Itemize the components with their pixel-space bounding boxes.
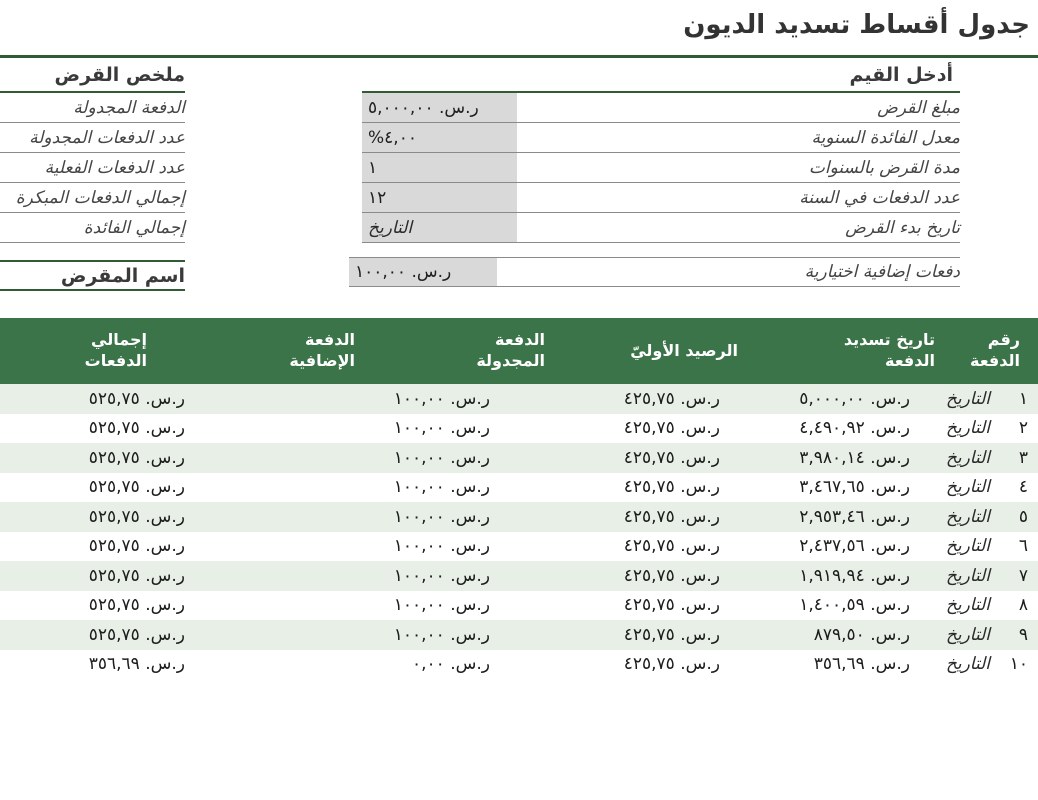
- schedule-row: [0, 502, 1038, 532]
- cell-payment-date: التاريخ: [945, 595, 990, 616]
- input-label: عدد الدفعات في السنة: [799, 187, 960, 208]
- schedule-row: [0, 620, 1038, 650]
- cell-beginning-balance: ر.س. ٣,٩٨٠,١٤: [799, 447, 910, 468]
- column-header-scheduled-payment: الدفعة المجدولة: [476, 330, 545, 370]
- input-row: [362, 123, 960, 153]
- inputs-section-header: أدخل القيم: [849, 64, 953, 86]
- cell-scheduled-payment: ر.س. ٤٢٥,٧٥: [623, 477, 720, 498]
- input-row: [362, 93, 960, 123]
- cell-extra-payment: ر.س. ١٠٠,٠٠: [393, 506, 490, 527]
- cell-payment-number: ٤: [1018, 477, 1028, 498]
- cell-payment-date: التاريخ: [945, 565, 990, 586]
- lender-name-header: اسم المقرض: [60, 264, 185, 287]
- cell-beginning-balance: ر.س. ٢,٤٣٧,٥٦: [799, 536, 910, 557]
- cell-payment-number: ١: [1018, 388, 1028, 409]
- schedule-row: [0, 591, 1038, 621]
- input-value: التاريخ: [368, 217, 413, 238]
- cell-scheduled-payment: ر.س. ٤٢٥,٧٥: [623, 418, 720, 439]
- input-value-cell[interactable]: [362, 213, 517, 242]
- cell-total-payments: ر.س. ٥٢٥,٧٥: [88, 418, 185, 439]
- cell-beginning-balance: ر.س. ٣٥٦,٦٩: [813, 654, 910, 675]
- cell-payment-number: ٣: [1018, 447, 1028, 468]
- schedule-row: [0, 532, 1038, 562]
- cell-beginning-balance: ر.س. ٨٧٩,٥٠: [813, 624, 910, 645]
- cell-scheduled-payment: ر.س. ٤٢٥,٧٥: [623, 654, 720, 675]
- cell-total-payments: ر.س. ٣٥٦,٦٩: [88, 654, 185, 675]
- input-label: تاريخ بدء القرض: [845, 217, 960, 238]
- input-value-cell[interactable]: [362, 183, 517, 212]
- column-header-payment-date: تاريخ تسديد الدفعة: [843, 330, 935, 370]
- cell-payment-date: التاريخ: [945, 447, 990, 468]
- schedule-row: [0, 384, 1038, 414]
- cell-scheduled-payment: ر.س. ٤٢٥,٧٥: [623, 536, 720, 557]
- cell-payment-date: التاريخ: [945, 536, 990, 557]
- inputs-rows: [362, 93, 960, 243]
- cell-total-payments: ر.س. ٥٢٥,٧٥: [88, 565, 185, 586]
- cell-extra-payment: ر.س. ١٠٠,٠٠: [393, 595, 490, 616]
- cell-payment-date: التاريخ: [945, 418, 990, 439]
- cell-payment-date: التاريخ: [945, 654, 990, 675]
- summary-row: [0, 213, 185, 243]
- cell-payment-number: ٨: [1018, 595, 1028, 616]
- summary-label: عدد الدفعات المجدولة: [29, 127, 185, 148]
- cell-beginning-balance: ر.س. ١,٩١٩,٩٤: [799, 565, 910, 586]
- input-label: معدل الفائدة السنوية: [811, 127, 960, 148]
- cell-payment-date: التاريخ: [945, 624, 990, 645]
- cell-total-payments: ر.س. ٥٢٥,٧٥: [88, 595, 185, 616]
- cell-total-payments: ر.س. ٥٢٥,٧٥: [88, 388, 185, 409]
- optional-payments-label: دفعات إضافية اختيارية: [804, 262, 960, 282]
- input-value-cell[interactable]: [362, 123, 517, 152]
- input-label: مدة القرض بالسنوات: [808, 157, 960, 178]
- input-value-cell[interactable]: [362, 93, 517, 122]
- input-row: [362, 213, 960, 243]
- title-divider: [0, 55, 1038, 58]
- input-value-cell[interactable]: [362, 153, 517, 182]
- optional-payments-input-cell[interactable]: [349, 258, 497, 286]
- summary-label: عدد الدفعات الفعلية: [44, 157, 185, 178]
- cell-payment-number: ١٠: [1009, 654, 1028, 675]
- cell-scheduled-payment: ر.س. ٤٢٥,٧٥: [623, 595, 720, 616]
- summary-label: إجمالي الدفعات المبكرة: [15, 187, 185, 208]
- cell-beginning-balance: ر.س. ٥,٠٠٠,٠٠: [799, 388, 910, 409]
- cell-scheduled-payment: ر.س. ٤٢٥,٧٥: [623, 565, 720, 586]
- cell-scheduled-payment: ر.س. ٤٢٥,٧٥: [623, 506, 720, 527]
- column-header-beginning-balance: الرصيد الأوليّ: [630, 340, 738, 360]
- input-row: [362, 153, 960, 183]
- cell-extra-payment: ر.س. ١٠٠,٠٠: [393, 624, 490, 645]
- input-value: ٤,٠٠%: [368, 127, 417, 148]
- schedule-table-body: [0, 384, 1038, 679]
- cell-extra-payment: ر.س. ١٠٠,٠٠: [393, 388, 490, 409]
- cell-total-payments: ر.س. ٥٢٥,٧٥: [88, 624, 185, 645]
- cell-total-payments: ر.س. ٥٢٥,٧٥: [88, 477, 185, 498]
- input-value: ر.س. ٥,٠٠٠,٠٠: [368, 97, 479, 118]
- cell-extra-payment: ر.س. ١٠٠,٠٠: [393, 477, 490, 498]
- schedule-row: [0, 414, 1038, 444]
- cell-payment-number: ٢: [1018, 418, 1028, 439]
- input-row: [362, 183, 960, 213]
- cell-payment-number: ٩: [1018, 624, 1028, 645]
- cell-extra-payment: ر.س. ٠,٠٠: [412, 654, 490, 675]
- cell-beginning-balance: ر.س. ٤,٤٩٠,٩٢: [799, 418, 910, 439]
- cell-total-payments: ر.س. ٥٢٥,٧٥: [88, 536, 185, 557]
- cell-beginning-balance: ر.س. ١,٤٠٠,٥٩: [799, 595, 910, 616]
- cell-payment-number: ٥: [1018, 506, 1028, 527]
- cell-payment-number: ٦: [1018, 536, 1028, 557]
- lender-name-box: [0, 260, 185, 291]
- summary-label: الدفعة المجدولة: [73, 97, 185, 118]
- cell-extra-payment: ر.س. ١٠٠,٠٠: [393, 565, 490, 586]
- cell-beginning-balance: ر.س. ٣,٤٦٧,٦٥: [799, 477, 910, 498]
- summary-row: [0, 93, 185, 123]
- summary-label: إجمالي الفائدة: [83, 217, 185, 238]
- schedule-row: [0, 561, 1038, 591]
- cell-scheduled-payment: ر.س. ٤٢٥,٧٥: [623, 624, 720, 645]
- cell-extra-payment: ر.س. ١٠٠,٠٠: [393, 418, 490, 439]
- optional-payments-row: [349, 257, 960, 287]
- summary-row: [0, 123, 185, 153]
- cell-extra-payment: ر.س. ١٠٠,٠٠: [393, 447, 490, 468]
- schedule-table-header: [0, 318, 1038, 384]
- cell-extra-payment: ر.س. ١٠٠,٠٠: [393, 536, 490, 557]
- schedule-row: [0, 473, 1038, 503]
- schedule-row: [0, 443, 1038, 473]
- cell-scheduled-payment: ر.س. ٤٢٥,٧٥: [623, 447, 720, 468]
- page-title: جدول أقساط تسديد الديون: [683, 10, 1030, 40]
- cell-payment-date: التاريخ: [945, 477, 990, 498]
- summary-row: [0, 183, 185, 213]
- cell-payment-date: التاريخ: [945, 388, 990, 409]
- cell-beginning-balance: ر.س. ٢,٩٥٣,٤٦: [799, 506, 910, 527]
- column-header-payment-number: رقم الدفعة: [970, 330, 1020, 370]
- summary-rows: [0, 93, 185, 243]
- column-header-total-payments: إجمالي الدفعات: [84, 330, 147, 370]
- input-label: مبلغ القرض: [877, 97, 960, 118]
- column-header-extra-payment: الدفعة الإضافية: [289, 330, 355, 370]
- schedule-row: [0, 650, 1038, 680]
- summary-row: [0, 153, 185, 183]
- cell-total-payments: ر.س. ٥٢٥,٧٥: [88, 506, 185, 527]
- input-value: ١٢: [368, 187, 387, 208]
- cell-total-payments: ر.س. ٥٢٥,٧٥: [88, 447, 185, 468]
- optional-payments-value: ر.س. ١٠٠,٠٠: [355, 262, 452, 282]
- cell-scheduled-payment: ر.س. ٤٢٥,٧٥: [623, 388, 720, 409]
- cell-payment-date: التاريخ: [945, 506, 990, 527]
- summary-section-header: ملخص القرض: [54, 64, 185, 86]
- input-value: ١: [368, 157, 378, 178]
- cell-payment-number: ٧: [1018, 565, 1028, 586]
